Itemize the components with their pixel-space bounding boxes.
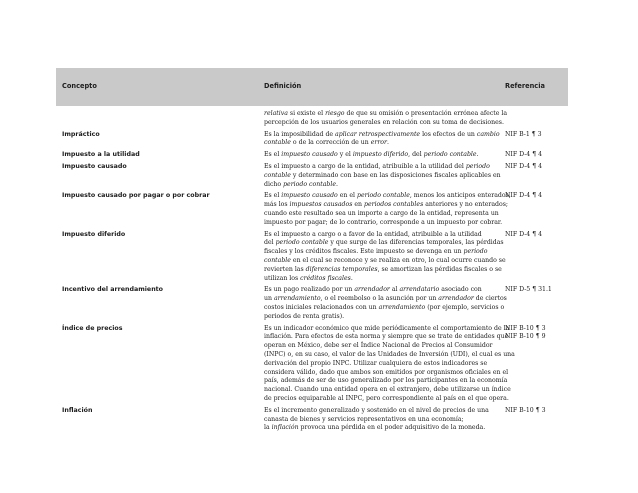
text-segment: derivación del propio INPC. Utilizar cualquiera de estos indicadores se	[264, 359, 488, 367]
table-row	[56, 286, 568, 321]
text-segment: en el	[337, 192, 357, 200]
definition-line	[264, 248, 500, 257]
defined-term: arrendador	[438, 295, 474, 303]
definition-line	[264, 201, 508, 210]
defined-term: créditos fiscales	[300, 274, 351, 282]
text-segment: la	[264, 424, 272, 432]
defined-term: arrendamiento	[378, 303, 426, 311]
header-referencia: Referencia	[505, 82, 545, 90]
table-header	[56, 68, 568, 106]
text-segment: en el cual se reconoce y se realiza en otro, lo cual ocurre cuando se	[290, 256, 506, 264]
table-row	[56, 407, 568, 433]
definition-line	[264, 163, 500, 172]
definition-line	[264, 256, 506, 266]
text-segment: de ciertos	[473, 295, 507, 303]
defined-term: periodos contables	[364, 201, 424, 209]
header-definicion: Definición	[264, 82, 302, 90]
term-label: Impuesto a la utilidad	[62, 151, 140, 159]
defined-term: periodo	[463, 248, 488, 256]
defined-term: impuesto causado	[281, 192, 338, 200]
definition-line	[264, 266, 500, 275]
defined-term: impuesto causado	[281, 151, 338, 159]
text-segment: operan en México, debe ser el Índice Nacional de Precios al Consumidor	[264, 342, 493, 350]
text-segment: Es la imposibilidad de	[264, 130, 336, 138]
term-label: Impuesto diferido	[62, 230, 126, 238]
term-label: Impuesto causado	[62, 162, 127, 170]
term-label: Inflación	[62, 406, 93, 414]
text-segment: inflación. Para efectos de esta norma y siempre que se trate de entidades que	[264, 333, 509, 341]
text-segment: Es el impuesto a cargo de la entidad, atribuible a la utilidad del	[264, 162, 466, 170]
defined-term: periodo contable	[423, 151, 477, 159]
definition-line	[264, 192, 511, 201]
definition-text	[264, 163, 500, 189]
text-segment: al	[389, 286, 400, 294]
defined-term: periodo contable	[283, 180, 336, 188]
reference-label: NIF B-10 ¶ 3	[505, 324, 546, 332]
definition-text	[264, 286, 507, 321]
definition-text	[264, 110, 508, 128]
reference-label: NIF D-4 ¶ 4	[505, 192, 543, 200]
row-spacer	[56, 433, 568, 436]
reference-cell	[505, 407, 567, 416]
text-segment: , del	[408, 151, 424, 159]
text-segment: costos iniciales relacionados con un	[264, 303, 379, 311]
reference-label: NIF D-4 ¶ 4	[505, 162, 543, 170]
table-row	[56, 163, 568, 189]
text-segment: asociado con	[439, 286, 482, 294]
definition-line	[264, 139, 500, 148]
reference-cell	[505, 325, 567, 343]
definition-text	[264, 230, 506, 284]
text-segment: o de la corrección de un	[290, 139, 371, 147]
definition-text	[264, 151, 500, 160]
definition-line	[264, 295, 507, 304]
definition-line	[264, 110, 508, 119]
text-segment: .	[335, 180, 338, 188]
defined-term: diferencias temporales	[305, 265, 378, 273]
text-segment: fiscales y los créditos fiscales. Este impuesto se devenga en un	[264, 248, 464, 256]
text-segment: Es el	[264, 192, 282, 200]
text-segment: de que su omisión o presentación errónea afecte la	[344, 110, 508, 117]
definition-text	[264, 407, 500, 433]
text-segment: cuando este resultado sea un importe a cargo de la entidad, representa un	[264, 209, 499, 217]
table-row	[56, 231, 568, 284]
table-row	[56, 131, 568, 149]
text-segment: Es el impuesto a cargo o a favor de la entidad, atribuible a la utilidad	[264, 230, 482, 238]
definition-line	[264, 151, 500, 160]
text-segment: anteriores y no enterados;	[423, 201, 508, 209]
defined-term: periodo	[465, 162, 490, 170]
text-segment: país, además de ser de uso generalizado por los participantes en la economía	[264, 377, 508, 385]
definition-line	[264, 350, 515, 360]
definition-text	[264, 324, 515, 404]
definition-text	[264, 192, 511, 227]
defined-term: contable	[264, 139, 291, 147]
definition-line	[264, 407, 500, 416]
defined-term: impuestos causados	[289, 201, 353, 209]
definition-line	[264, 394, 509, 404]
definition-line	[264, 342, 500, 351]
text-segment: los efectos de un	[420, 130, 477, 138]
text-segment: y determinado con base en las disposiciones fiscales aplicables en	[290, 171, 501, 179]
text-segment: considera válido, dado que ambos son emitidos por organismos oficiales en el	[264, 368, 509, 376]
definition-line	[264, 303, 505, 313]
text-segment: y el	[337, 151, 353, 159]
definition-line	[264, 386, 511, 395]
term-label: Incentivo del arrendamiento	[62, 286, 164, 294]
text-segment: Es un pago realizado por un	[264, 286, 355, 294]
defined-term: inflación	[271, 424, 299, 432]
reference-label: NIF B-10 ¶ 9	[505, 333, 546, 341]
text-segment: Es un indicador económico que mide periódicamente el comportamiento de la	[264, 324, 510, 332]
table-row	[56, 192, 568, 227]
reference-label: NIF D-4 ¶ 4	[505, 151, 543, 159]
defined-term: arrendamiento	[273, 295, 321, 303]
text-segment: , menos los anticipos enterados,	[409, 192, 511, 200]
definition-line	[264, 313, 500, 322]
text-segment: Es el	[264, 151, 282, 159]
defined-term: periodo contable	[275, 239, 329, 247]
text-segment: nacional. Cuando una entidad opera en el extranjero, debe utilizarse un índice	[264, 386, 511, 394]
reference-cell	[505, 131, 567, 140]
reference-label: NIF B-10 ¶ 3	[505, 406, 546, 414]
definition-line	[264, 286, 500, 295]
text-segment: percepción de los usuarios generales en relación con su toma de decisiones.	[264, 118, 504, 126]
definition-line	[264, 239, 504, 248]
defined-term: arrendatario	[399, 286, 440, 294]
text-segment: (INPC) o, en su caso, el valor de las Unidades de Inversión (UDI), el cual es una	[264, 350, 515, 358]
defined-term: contable	[264, 256, 291, 264]
term-label: Impráctico	[62, 130, 100, 138]
table-row	[56, 325, 568, 404]
text-segment: periodos de renta gratis).	[264, 312, 345, 320]
text-segment: , o el reembolso o la asunción por un	[320, 295, 439, 303]
definition-line	[264, 368, 509, 378]
definition-line	[264, 131, 500, 140]
text-segment: del	[264, 239, 276, 247]
definition-line	[264, 333, 509, 342]
table-row	[56, 110, 568, 128]
text-segment: en	[352, 201, 364, 209]
defined-term: error	[370, 139, 387, 147]
defined-term: cambio	[476, 130, 500, 138]
text-segment: (por ejemplo, servicios o	[425, 303, 505, 311]
definition-line	[264, 118, 504, 128]
reference-label: NIF D-4 ¶ 4	[505, 230, 543, 238]
reference-cell	[505, 163, 567, 172]
text-segment: si existe el	[287, 110, 326, 117]
text-segment: y que surge de las diferencias temporales, las pérdidas	[328, 239, 504, 247]
text-segment: revierten las	[264, 265, 306, 273]
term-label: Impuesto causado por pagar o por cobrar	[62, 192, 210, 200]
text-segment: utilizan los	[264, 274, 301, 282]
reference-cell	[505, 192, 567, 201]
definition-line	[264, 210, 500, 219]
reference-cell	[505, 286, 567, 295]
reference-label: NIF D-5 ¶ 31.1	[505, 286, 552, 294]
defined-term: aplicar retrospectivamente	[335, 130, 421, 138]
defined-term: riesgo	[325, 110, 345, 117]
text-segment: más los	[264, 201, 290, 209]
table-row	[56, 151, 568, 160]
definition-line	[264, 172, 500, 181]
reference-label: NIF B-1 ¶ 3	[505, 130, 542, 138]
definition-line	[264, 218, 503, 228]
defined-term: contable	[264, 171, 291, 179]
text-segment: .	[386, 139, 389, 147]
definition-line	[264, 360, 500, 369]
text-segment: un	[264, 295, 274, 303]
text-segment: impuesto por pagar; de lo contrario, corresponde a un impuesto por cobrar.	[264, 218, 503, 226]
definition-line	[264, 231, 500, 240]
text-segment: dicho	[264, 180, 284, 188]
reference-cell	[505, 231, 567, 240]
text-segment: provoca una pérdida en el poder adquisitivo de la moneda.	[298, 424, 486, 432]
defined-term: impuesto diferido	[352, 151, 409, 159]
definition-line	[264, 416, 500, 425]
text-segment: de precios equiparable al INPC, pero correspondiente al país en el que opera.	[264, 394, 509, 402]
text-segment: canasta de bienes y servicios representativos en una economía;	[264, 415, 464, 423]
defined-term: relativa	[264, 110, 288, 117]
text-segment: .	[350, 274, 353, 282]
definition-line	[264, 424, 500, 433]
text-segment: , se amortizan las pérdidas fiscales o se	[377, 265, 502, 273]
definition-line	[264, 275, 500, 284]
definition-line	[264, 181, 500, 190]
definition-line	[264, 377, 508, 386]
glossary-table-body	[56, 110, 568, 436]
header-concepto: Concepto	[62, 82, 97, 90]
term-label: Índice de precios	[62, 324, 123, 332]
text-segment: Es el incremento generalizado y sostenido en el nivel de precios de una	[264, 406, 489, 414]
reference-cell	[505, 151, 567, 160]
definition-line	[264, 324, 510, 334]
text-segment: .	[476, 151, 479, 159]
defined-term: periodo contable	[356, 192, 410, 200]
defined-term: arrendador	[354, 286, 390, 294]
definition-text	[264, 131, 500, 149]
